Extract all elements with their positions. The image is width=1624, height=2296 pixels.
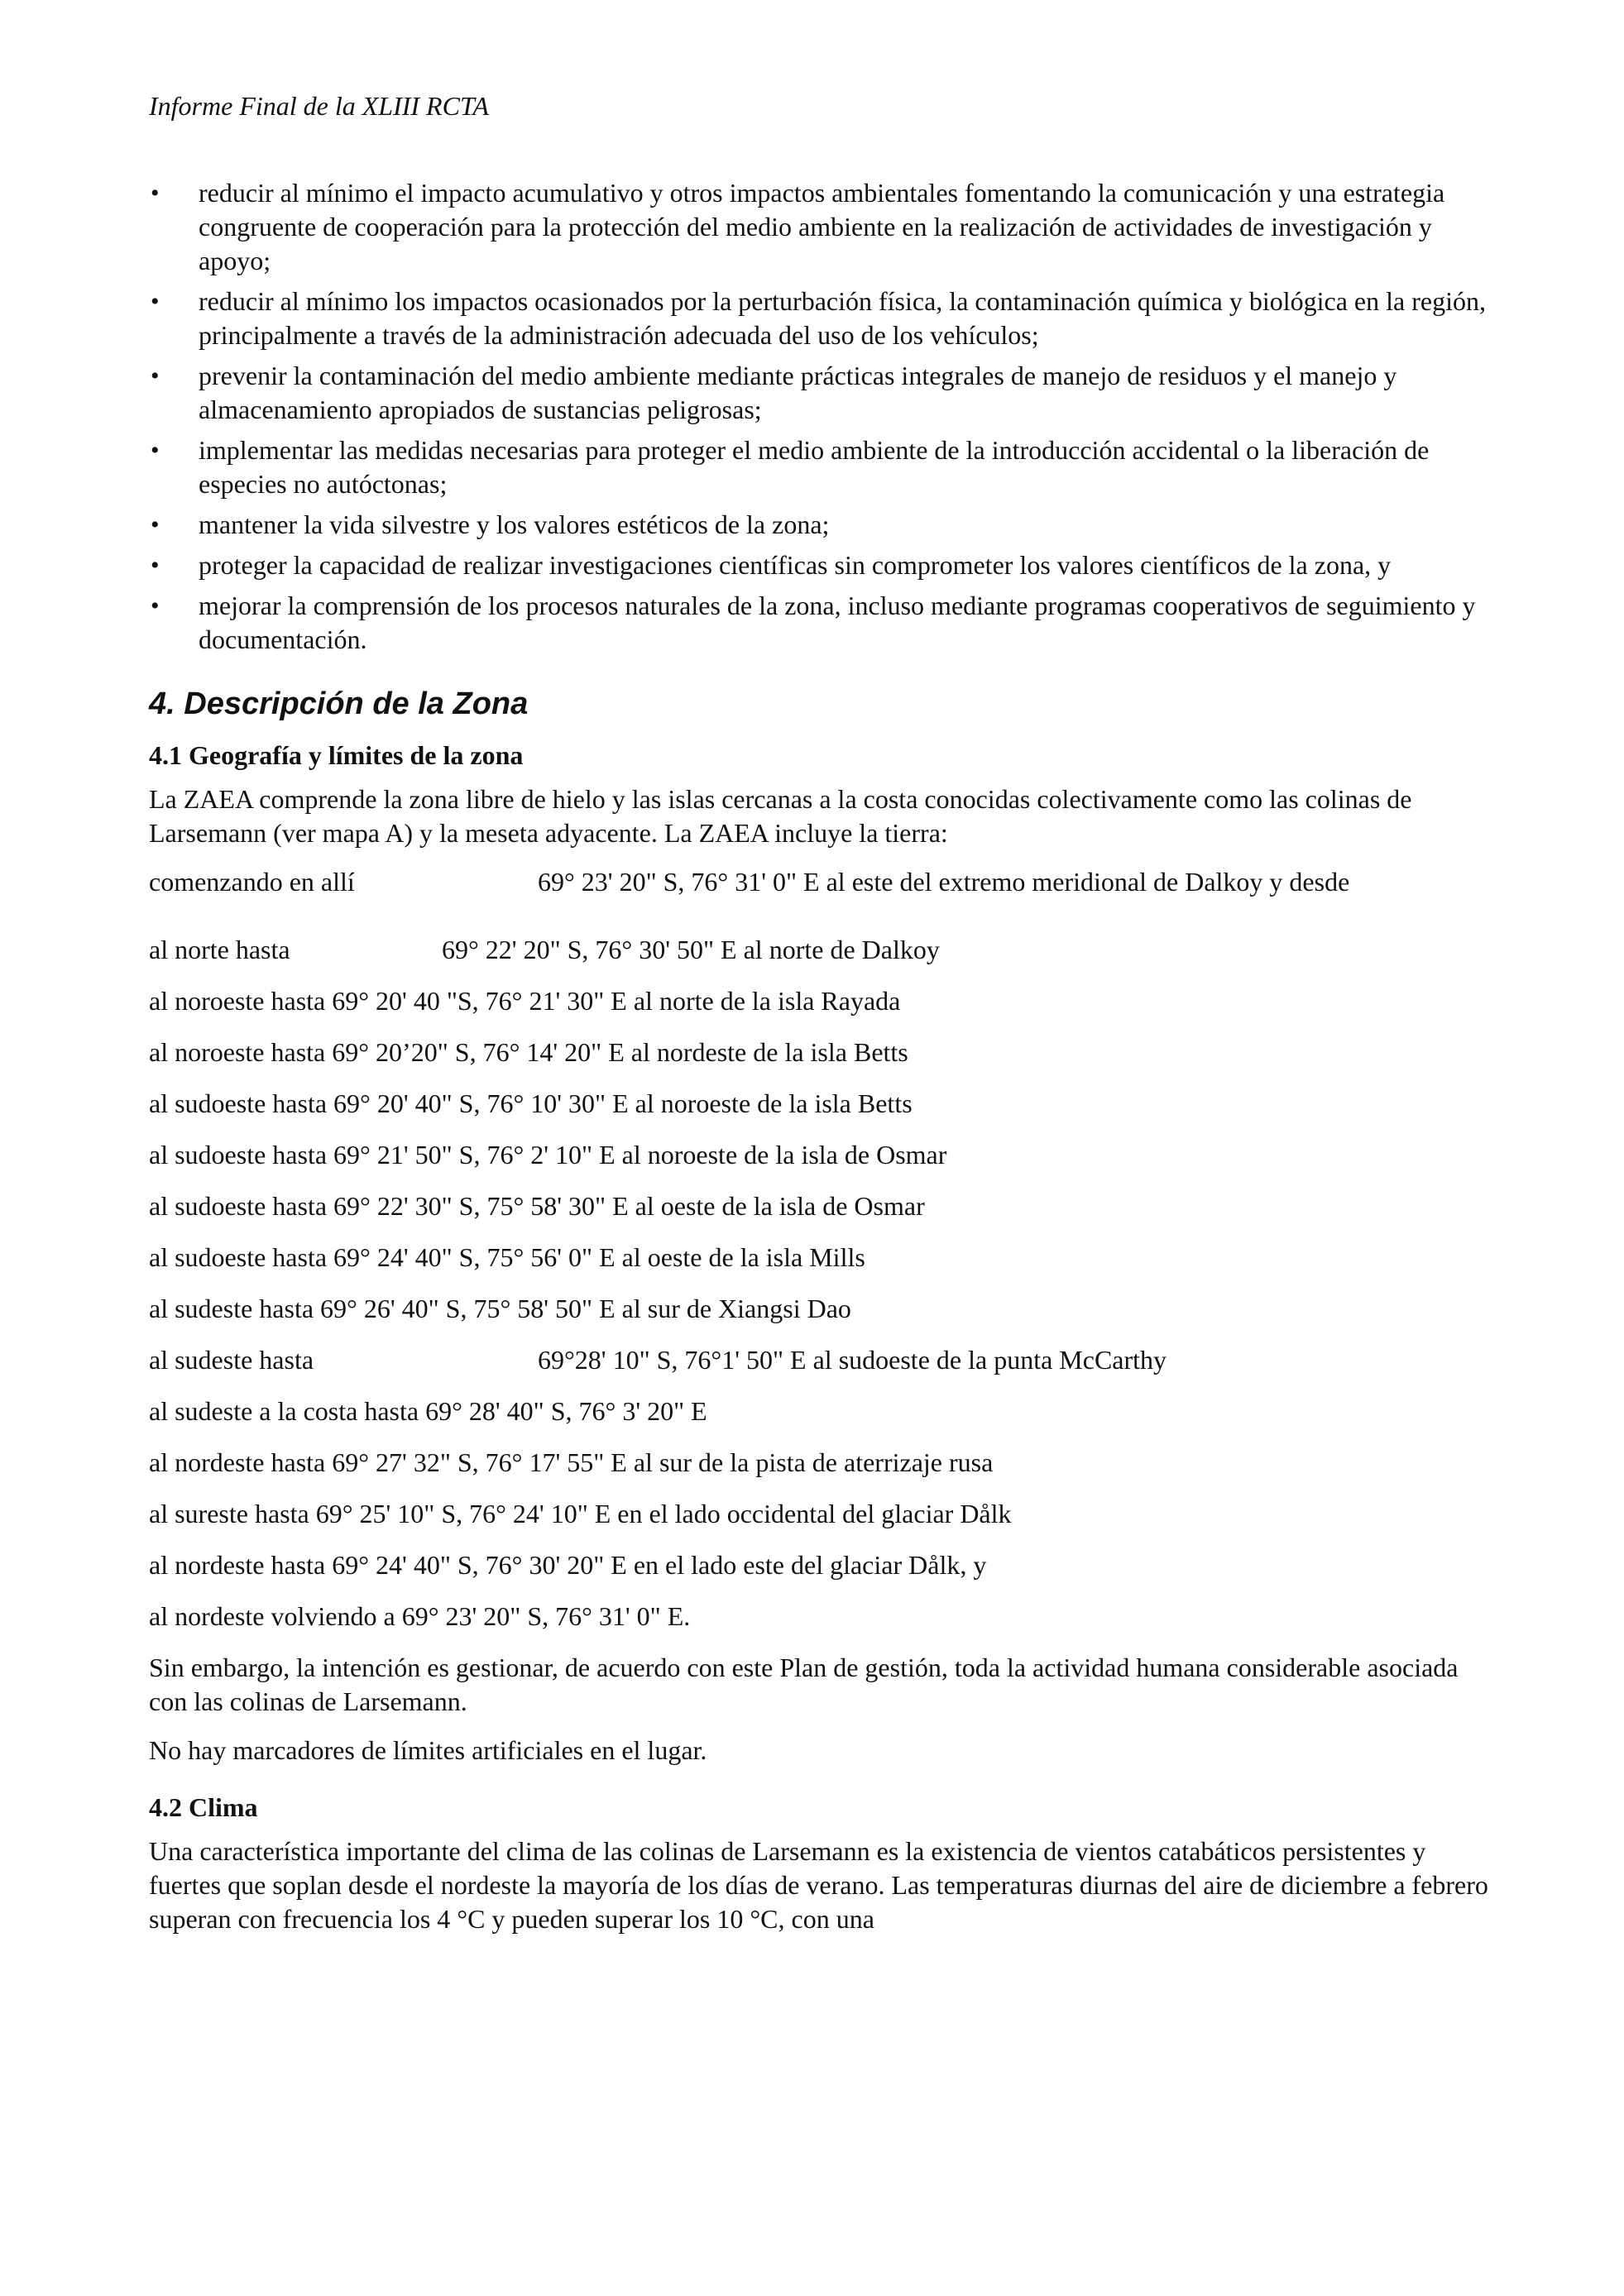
- coordinate-row: al sudeste a la costa hasta 69° 28' 40" S, 76° 3' 20" E: [149, 1396, 707, 1426]
- coordinate-row: al sudoeste hasta 69° 20' 40" S, 76° 10' 30" E al noroeste de la isla Betts: [149, 1088, 913, 1118]
- objectives-list: [149, 176, 1489, 657]
- running-header: Informe Final de la XLIII RCTA: [149, 91, 489, 121]
- coordinate-row: al noroeste hasta 69° 20’20" S, 76° 14' 20" E al nordeste de la isla Betts: [149, 1037, 908, 1067]
- list-item: • prevenir la contaminación del medio ambiente mediante prácticas integrales de manejo de residuos y el manejo y almacenamiento apropiados de sustancias peligrosas;: [151, 361, 1397, 424]
- coordinate-row: al sudoeste hasta 69° 24' 40" S, 75° 56' 0" E al oeste de la isla Mills: [149, 1242, 865, 1272]
- document-page: [149, 91, 1489, 1951]
- bullet-icon: •: [151, 179, 160, 207]
- list-item: • proteger la capacidad de realizar investigaciones científicas sin comprometer los valores científicos de la zona, y: [149, 548, 1489, 582]
- coordinate-row: al sureste hasta 69° 25' 10" S, 76° 24' 10" E en el lado occidental del glaciar Dålk: [149, 1499, 1012, 1528]
- coordinate-row: al noroeste hasta 69° 20' 40 "S, 76° 21' 30" E al norte de la isla Rayada: [149, 986, 901, 1016]
- list-item: • reducir al mínimo los impactos ocasionados por la perturbación física, la contaminación química y biológica en la región, principalmente a través de la administración adecuada del uso de los vehículos;: [151, 286, 1486, 350]
- boundary-coordinates: [149, 865, 1489, 1644]
- coordinate-row: al sudeste hasta 69°28' 10" S, 76°1' 50" E al sudoeste de la punta McCarthy: [149, 1345, 1167, 1375]
- list-item: • mantener la vida silvestre y los valores estéticos de la zona;: [149, 508, 1489, 542]
- coordinate-row: al sudeste hasta 69° 26' 40" S, 75° 58' 50" E al sur de Xiangsi Dao: [149, 1294, 851, 1323]
- paragraph: La ZAEA comprende la zona libre de hielo y las islas cercanas a la costa conocidas colectivamente como las colinas de Larsemann (ver mapa A) y la meseta adyacente. La ZAEA incluye la tierra:: [149, 784, 1412, 848]
- bullet-icon: •: [151, 552, 160, 579]
- paragraph: No hay marcadores de límites artificiales en el lugar.: [149, 1735, 707, 1765]
- bullet-icon: •: [151, 592, 160, 619]
- coordinate-row: al norte hasta 69° 22' 20" S, 76° 30' 50" E al norte de Dalkoy: [149, 935, 940, 964]
- paragraph: Una característica importante del clima de las colinas de Larsemann es la existencia de vientos catabáticos persistentes y fuertes que soplan desde el nordeste la mayoría de los días de verano. Las temperaturas diurnas del aire de diciembre a febrero superan con frecuencia los 4 °C y pueden superar los 10 °C, con una: [149, 1836, 1488, 1934]
- list-item: • reducir al mínimo el impacto acumulativo y otros impactos ambientales fomentando la comunicación y una estrategia congruente de cooperación para la protección del medio ambiente en la realización de actividades de investigación y apoyo;: [151, 178, 1445, 275]
- subsection-heading: 4.1 Geografía y límites de la zona: [149, 740, 524, 770]
- bullet-icon: •: [151, 362, 160, 390]
- bullet-icon: •: [151, 511, 160, 538]
- coordinate-row: comenzando en allí 69° 23' 20" S, 76° 31' 0" E al este del extremo meridional de Dalkoy y desde: [149, 867, 1350, 897]
- coordinate-row: al nordeste hasta 69° 27' 32" S, 76° 17' 55" E al sur de la pista de aterrizaje rusa: [149, 1447, 994, 1477]
- list-item: • mejorar la comprensión de los procesos naturales de la zona, incluso mediante programas cooperativos de seguimiento y documentación.: [151, 591, 1476, 654]
- coordinate-row: al sudoeste hasta 69° 22' 30" S, 75° 58' 30" E al oeste de la isla de Osmar: [149, 1191, 925, 1221]
- list-item: • implementar las medidas necesarias para proteger el medio ambiente de la introducción accidental o la liberación de especies no autóctonas;: [151, 435, 1430, 499]
- coordinate-row: al nordeste volviendo a 69° 23' 20" S, 76° 31' 0" E.: [149, 1601, 691, 1631]
- subsection-heading: 4.2 Clima: [149, 1792, 258, 1822]
- bullet-icon: •: [151, 288, 160, 315]
- paragraph: Sin embargo, la intención es gestionar, de acuerdo con este Plan de gestión, toda la actividad humana considerable asociada con las colinas de Larsemann.: [149, 1653, 1459, 1716]
- coordinate-row: al sudoeste hasta 69° 21' 50" S, 76° 2' 10" E al noroeste de la isla de Osmar: [149, 1140, 947, 1170]
- section-heading: 4. Descripción de la Zona: [149, 686, 529, 721]
- bullet-icon: •: [151, 437, 160, 464]
- coordinate-row: al nordeste hasta 69° 24' 40" S, 76° 30' 20" E en el lado este del glaciar Dålk, y: [149, 1550, 987, 1580]
